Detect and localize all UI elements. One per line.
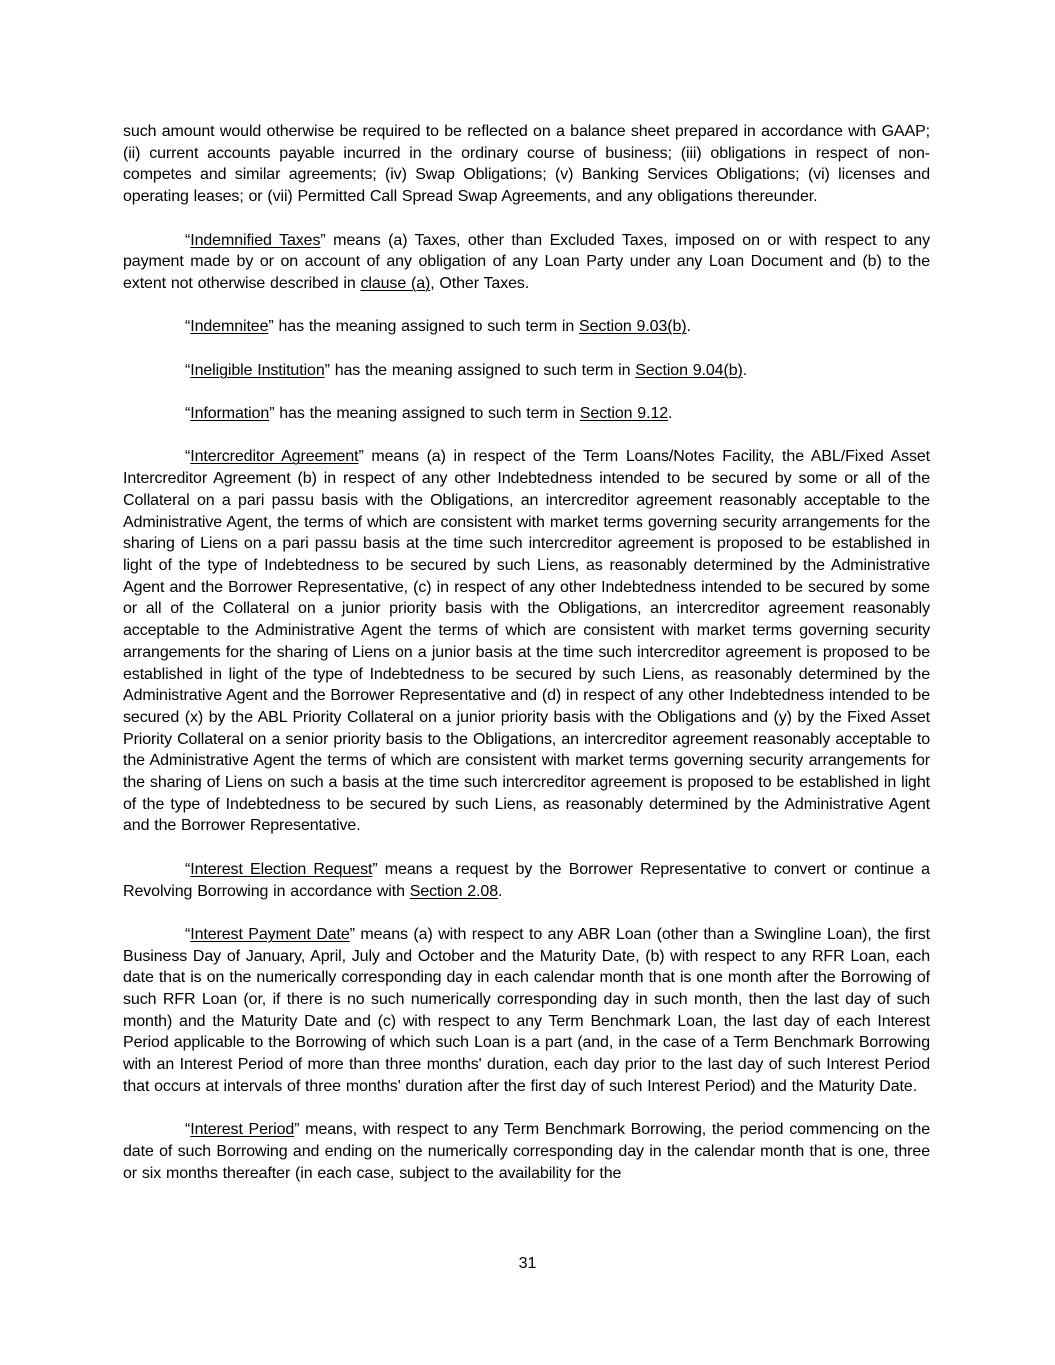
defined-term: Section 9.04(b) [635, 361, 743, 379]
para-def-interest-election-request [123, 859, 930, 902]
text-run: “ [185, 405, 191, 423]
text-run: “ [185, 231, 191, 249]
defined-term: Interest Payment Date [190, 925, 350, 943]
text-run: ” has the meaning assigned to such term in [269, 405, 580, 423]
defined-term: clause (a) [360, 274, 431, 292]
text-run: . [668, 405, 673, 423]
text-run: ” means (a) in respect of the Term Loans/Notes Facility, the ABL/Fixed Asset Intercreditor Agreement (b) in respect of any other Indebtedness intended to be secured by some or all of the Collateral on a pari passu basis with the Obligations, an intercreditor agreement reasonably acceptable to the Administrative Agent, the terms of which are consistent with market terms governing security arrangements for the sharing of Liens on a pari passu basis at the time such intercreditor agreement is proposed to be established in light of the type of Indebtedness to be secured by such Liens, as reasonably determined by the Administrative Agent and the Borrower Representative, (c) in respect of any other Indebtedness intended to be secured by some or all of the Collateral on a junior priority basis with the Obligations, an intercreditor agreement reasonably acceptable to the Administrative Agent the terms of which are consistent with market terms governing security arrangements for the sharing of Liens on a junior basis at the time such intercreditor agreement is proposed to be established in light of the type of Indebtedness to be secured by such Liens, as reasonably determined by the Administrative Agent and the Borrower Representative and (d) in respect of any other Indebtedness intended to be secured (x) by the ABL Priority Collateral on a junior priority basis with the Obligations and (y) by the Fixed Asset Priority Collateral on a senior priority basis to the Obligations, an intercreditor agreement reasonably acceptable to the Administrative Agent the terms of which are consistent with market terms governing security arrangements for the sharing of Liens on such a basis at the time such intercreditor agreement is proposed to be established in light of the type of Indebtedness to be secured by such Liens, as reasonably determined by the Administrative Agent and the Borrower Representative. [123, 448, 930, 835]
text-run: “ [185, 361, 191, 379]
para-def-indemnified-taxes [123, 230, 930, 295]
defined-term: Ineligible Institution [190, 361, 325, 379]
para-def-information [123, 403, 930, 425]
text-run: such amount would otherwise be required to be reflected on a balance sheet prepared in accordance with GAAP; (ii) current accounts payable incurred in the ordinary course of business; (iii) obligations in respect of non-competes and similar agreements; (iv) Swap Obligations; (v) Banking Services Obligations; (vi) licenses and operating leases; or (vii) Permitted Call Spread Swap Agreements, and any obligations thereunder. [123, 123, 930, 206]
text-run: ” means (a) with respect to any ABR Loan (other than a Swingline Loan), the first Business Day of January, April, July and October and the Maturity Date, (b) with respect to any RFR Loan, each date that is on the numerically corresponding day in each calendar month that is one month after the Borrowing of such RFR Loan (or, if there is no such numerically corresponding day in such month, then the last day of such month) and the Maturity Date and (c) with respect to any Term Benchmark Loan, the last day of each Interest Period applicable to the Borrowing of which such Loan is a part (and, in the case of a Term Benchmark Borrowing with an Interest Period of more than three months' duration, each day prior to the last day of such Interest Period that occurs at intervals of three months' duration after the first day of such Interest Period) and the Maturity Date. [123, 925, 930, 1095]
defined-term: Interest Period [190, 1121, 295, 1139]
defined-term: Information [190, 405, 270, 423]
text-run: “ [185, 318, 191, 336]
text-run: ” has the meaning assigned to such term in [268, 318, 579, 336]
para-def-interest-period [123, 1119, 930, 1184]
text-run: “ [185, 448, 191, 466]
text-run: . [686, 318, 691, 336]
defined-term: Interest Election Request [190, 860, 373, 878]
text-body [123, 121, 930, 1184]
text-run: . [742, 361, 748, 379]
defined-term: Section 9.12 [579, 405, 669, 423]
defined-term: Intercreditor Agreement [190, 448, 359, 466]
para-def-interest-payment-date [123, 924, 930, 1098]
text-run: ” means (a) Taxes, other than Excluded Taxes, imposed on or with respect to any payment made by or on account of any obligation of any Loan Party under any Loan Document and (b) to the extent not otherwise described in [123, 231, 930, 292]
para-def-intercreditor-agreement [123, 446, 930, 837]
para-continuation-indebtedness [123, 121, 930, 208]
para-def-ineligible-institution [123, 360, 930, 382]
defined-term: Section 2.08 [409, 882, 499, 900]
text-run: , Other Taxes. [430, 274, 530, 292]
text-run: “ [185, 1121, 191, 1139]
para-def-indemnitee [123, 316, 930, 338]
text-run: ” means, with respect to any Term Benchmark Borrowing, the period commencing on the date of such Borrowing and ending on the numerically corresponding day in the calendar month that is one, three or six months thereafter (in each case, subject to the availability for the [123, 1121, 930, 1182]
text-run: ” has the meaning assigned to such term in [324, 361, 636, 379]
defined-term: Section 9.03(b) [579, 318, 687, 336]
text-run: . [498, 882, 503, 900]
text-run: ” means a request by the Borrower Representative to convert or continue a Revolving Borrowing in accordance with [123, 860, 930, 900]
text-run: “ [185, 860, 191, 878]
defined-term: Indemnified Taxes [190, 231, 321, 249]
text-run: “ [185, 925, 191, 943]
defined-term: Indemnitee [190, 318, 269, 336]
page-number: 31 [518, 1255, 537, 1272]
